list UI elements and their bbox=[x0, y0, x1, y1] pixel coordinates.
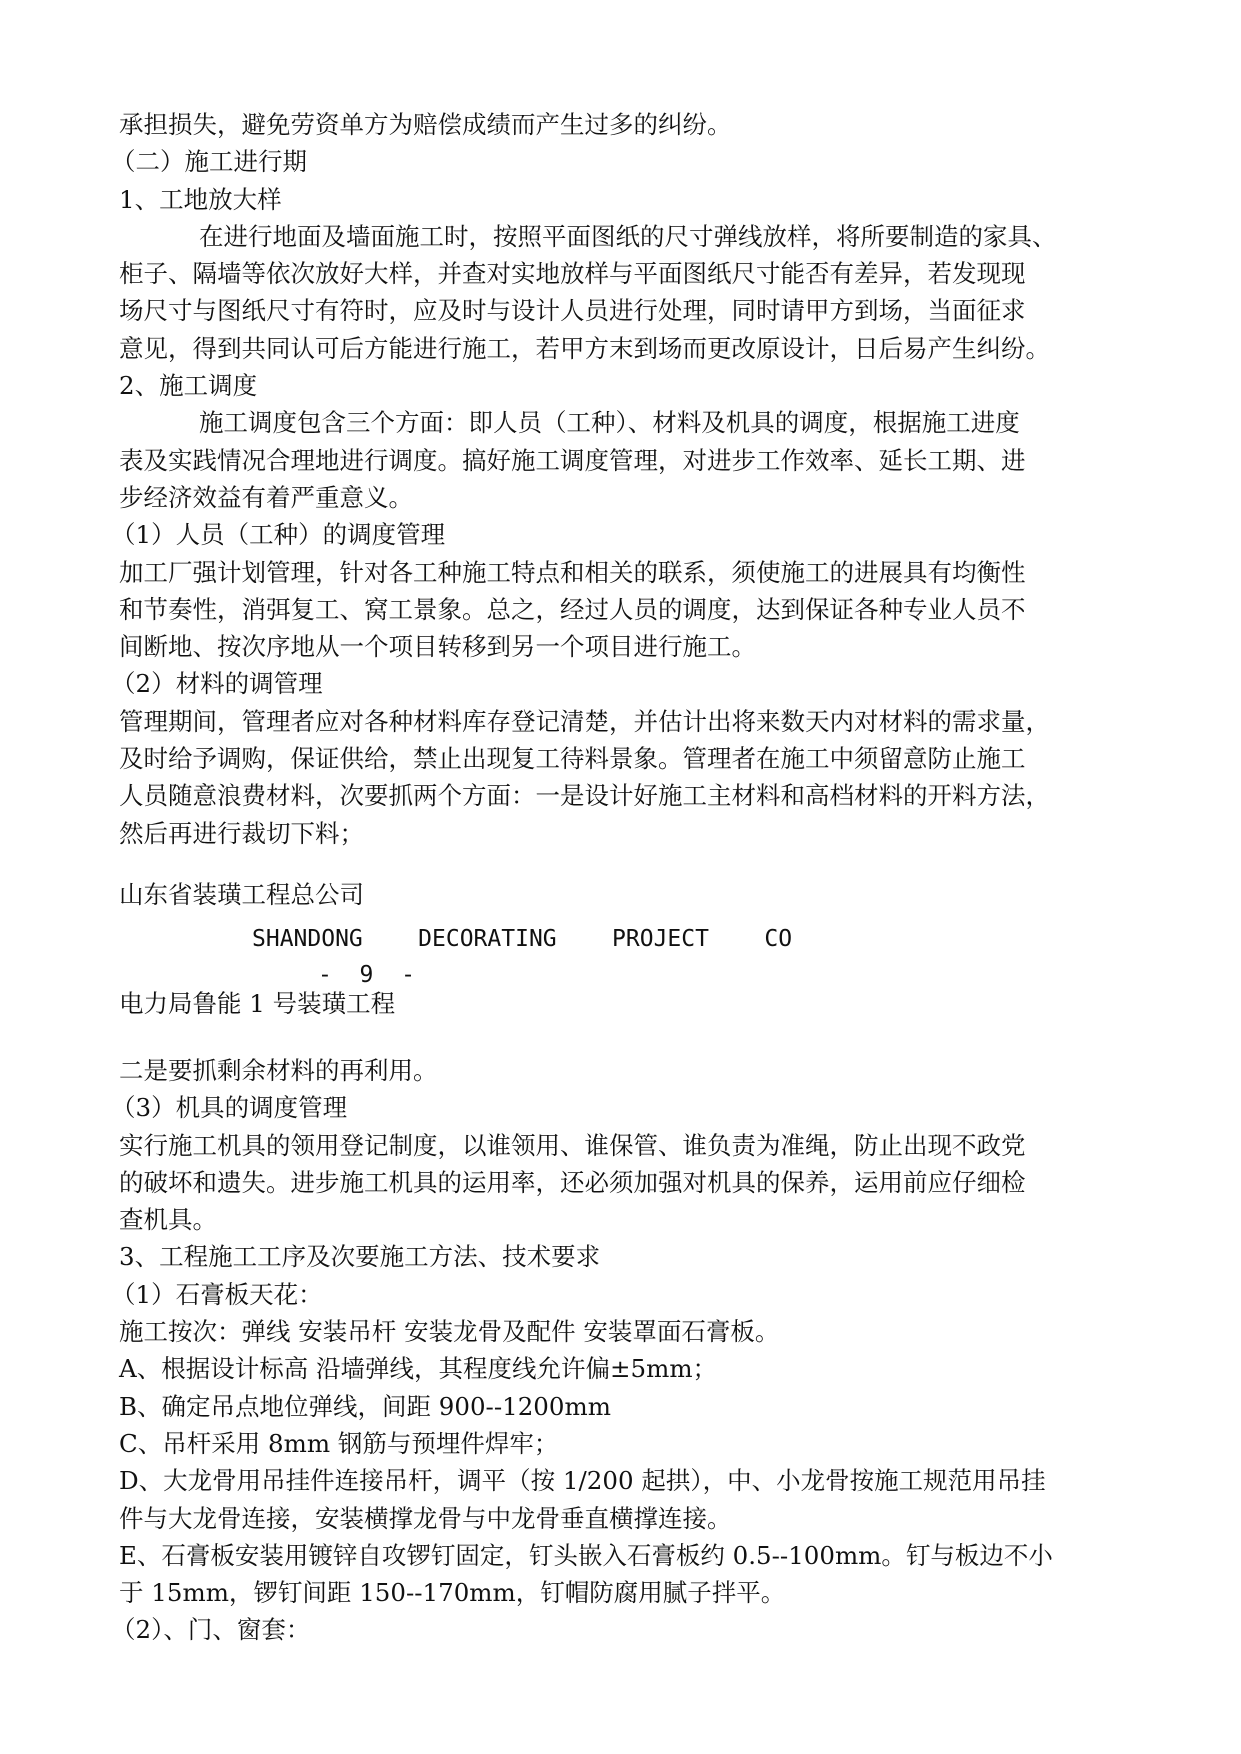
text-line: 于 15mm，锣钉间距 150--170mm，钉帽防腐用腻子拌平。 bbox=[119, 1578, 786, 1608]
text-line: 加工厂强计划管理，针对各工种施工特点和相关的联系，须使施工的进展具有均衡性 bbox=[119, 557, 1026, 587]
header-project-title: 电力局鲁能 1 号装璜工程 bbox=[119, 989, 396, 1018]
text-line: 二是要抓剩余材料的再利用。 bbox=[119, 1056, 438, 1085]
text-line: 查机具。 bbox=[119, 1205, 217, 1235]
text-line: 施工调度包含三个方面：即人员（工种）、材料及机具的调度，根据施工进度 bbox=[199, 408, 1020, 438]
text-line: （3）机具的调度管理 bbox=[111, 1093, 348, 1123]
text-line: 在进行地面及墙面施工时，按照平面图纸的尺寸弹线放样，将所要制造的家具、 bbox=[199, 221, 1057, 251]
footer-english-name: SHANDONG DECORATING PROJECT CO bbox=[252, 926, 793, 952]
text-line: 及时给予调购，保证供给，禁止出现复工待料景象。管理者在施工中须留意防止施工 bbox=[119, 744, 1026, 774]
text-line: （1）石膏板天花： bbox=[111, 1279, 323, 1309]
page-number: - 9 - bbox=[318, 962, 415, 988]
text-line: C、吊杆采用 8mm 钢筋与预埋件焊牢； bbox=[119, 1428, 559, 1458]
text-line: （2）、门、窗套： bbox=[111, 1615, 311, 1645]
text-line: B、确定吊点地位弹线，间距 900--1200mm bbox=[119, 1391, 611, 1421]
text-line: 2、施工调度 bbox=[119, 371, 258, 401]
text-line: 承担损失，避免劳资单方为赔偿成绩而产生过多的纠纷。 bbox=[119, 110, 732, 139]
text-line: E、石膏板安装用镀锌自攻锣钉固定，钉头嵌入石膏板约 0.5--100mm。钉与板边不小 bbox=[119, 1540, 1053, 1570]
text-line: 步经济效益有着严重意义。 bbox=[119, 482, 413, 512]
text-line: （二）施工进行期 bbox=[111, 147, 307, 177]
text-line: 间断地、按次序地从一个项目转移到另一个项目进行施工。 bbox=[119, 632, 756, 662]
text-line: （2）材料的调管理 bbox=[111, 669, 323, 699]
text-line: 的破坏和遗失。进步施工机具的运用率，还必须加强对机具的保养，运用前应仔细检 bbox=[119, 1167, 1026, 1197]
text-line: 施工按次：弹线 安装吊杆 安装龙骨及配件 安装罩面石膏板。 bbox=[119, 1317, 780, 1347]
text-line: 表及实践情况合理地进行调度。搞好施工调度管理，对进步工作效率、延长工期、进 bbox=[119, 445, 1026, 475]
text-line: 意见，得到共同认可后方能进行施工，若甲方末到场而更改原设计，日后易产生纠纷。 bbox=[119, 333, 1050, 363]
text-line: 柜子、隔墙等依次放好大样，并查对实地放样与平面图纸尺寸能否有差异，若发现现 bbox=[119, 259, 1026, 289]
text-line: 和节奏性，消弭复工、窝工景象。总之，经过人员的调度，达到保证各种专业人员不 bbox=[119, 594, 1026, 624]
text-line: 场尺寸与图纸尺寸有符时，应及时与设计人员进行处理，同时请甲方到场，当面征求 bbox=[119, 296, 1026, 326]
body-text-bottom bbox=[111, 1052, 1129, 1649]
text-line: 件与大龙骨连接，安装横撑龙骨与中龙骨垂直横撑连接。 bbox=[119, 1503, 732, 1533]
text-line: 实行施工机具的领用登记制度，以谁领用、谁保管、谁负责为准绳，防止出现不政党 bbox=[119, 1130, 1026, 1160]
text-line: 然后再进行裁切下料； bbox=[119, 818, 364, 848]
text-line: A、根据设计标高 沿墙弹线，其程度线允许偏±5mm； bbox=[119, 1354, 718, 1384]
text-line: 3、工程施工工序及次要施工方法、技术要求 bbox=[119, 1242, 601, 1272]
footer-company-name: 山东省装璜工程总公司 bbox=[119, 880, 364, 909]
text-line: （1）人员（工种）的调度管理 bbox=[111, 520, 446, 550]
text-line: 人员随意浪费材料，次要抓两个方面：一是设计好施工主材料和高档材料的开料方法， bbox=[119, 781, 1050, 811]
text-line: 1、工地放大样 bbox=[119, 184, 282, 214]
text-line: 管理期间，管理者应对各种材料库存登记清楚，并估计出将来数天内对材料的需求量， bbox=[119, 706, 1050, 736]
body-text-top bbox=[111, 106, 1129, 852]
text-line: D、大龙骨用吊挂件连接吊杆，调平（按 1/200 起拱），中、小龙骨按施工规范用吊挂 bbox=[119, 1466, 1046, 1496]
